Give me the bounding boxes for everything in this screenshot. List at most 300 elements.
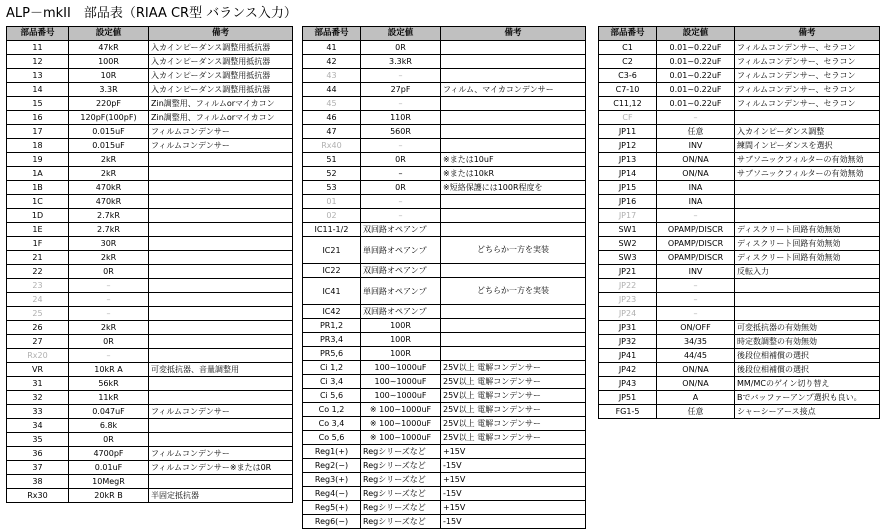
- note-cell: [149, 307, 293, 321]
- table-row: [303, 333, 586, 347]
- part-number-cell: C7-10: [599, 83, 657, 97]
- table-row: [303, 223, 586, 237]
- value-cell: –: [361, 97, 441, 111]
- table-row: [7, 475, 293, 489]
- part-number-cell: 15: [7, 97, 69, 111]
- note-cell: フィルムコンデンサー※または0R: [149, 461, 293, 475]
- note-cell: [735, 209, 880, 223]
- note-cell: ※または10kR: [441, 167, 586, 181]
- value-cell: –: [657, 111, 735, 125]
- value-cell: Regシリーズなど: [361, 473, 441, 487]
- part-number-cell: Reg3(+): [303, 473, 361, 487]
- value-cell: OPAMP/DISCR: [657, 237, 735, 251]
- note-cell: 時定数調整の有効無効: [735, 335, 880, 349]
- table-row: [7, 349, 293, 363]
- value-cell: Regシリーズなど: [361, 445, 441, 459]
- value-cell: ※ 100~1000uF: [361, 417, 441, 431]
- table-row: [7, 489, 293, 503]
- note-cell: 練間インピーダンスを選択: [735, 139, 880, 153]
- value-cell: 0.01~0.22uF: [657, 69, 735, 83]
- table-row: [599, 237, 880, 251]
- part-number-cell: Ci 3,4: [303, 375, 361, 389]
- part-number-cell: PR3,4: [303, 333, 361, 347]
- note-cell: -15V: [441, 515, 586, 529]
- note-cell: 25V以上 電解コンデンサー: [441, 375, 586, 389]
- value-cell: 2kR: [69, 153, 149, 167]
- part-number-cell: Co 5,6: [303, 431, 361, 445]
- header-note: 備考: [149, 27, 293, 41]
- part-number-cell: 42: [303, 55, 361, 69]
- part-number-cell: 27: [7, 335, 69, 349]
- part-number-cell: JP11: [599, 125, 657, 139]
- table-row: [7, 167, 293, 181]
- note-cell: ディスクリート回路有効無効: [735, 237, 880, 251]
- part-number-cell: PR5,6: [303, 347, 361, 361]
- value-cell: INA: [657, 181, 735, 195]
- note-cell: シャーシーアース接点: [735, 405, 880, 419]
- value-cell: 56kR: [69, 377, 149, 391]
- table-row: [7, 209, 293, 223]
- note-cell: [149, 377, 293, 391]
- value-cell: –: [361, 209, 441, 223]
- part-number-cell: JP32: [599, 335, 657, 349]
- note-cell: [735, 279, 880, 293]
- table-row: [599, 111, 880, 125]
- header-value: 設定値: [657, 27, 735, 41]
- table-row: [599, 251, 880, 265]
- value-cell: 470kR: [69, 181, 149, 195]
- part-number-cell: Ci 1,2: [303, 361, 361, 375]
- table-row: [599, 405, 880, 419]
- value-cell: A: [657, 391, 735, 405]
- part-number-cell: 24: [7, 293, 69, 307]
- value-cell: –: [361, 195, 441, 209]
- note-cell: サブソニックフィルターの有効無効: [735, 153, 880, 167]
- value-cell: 0R: [361, 181, 441, 195]
- value-cell: 2kR: [69, 167, 149, 181]
- note-cell: [149, 195, 293, 209]
- table-row: [7, 69, 293, 83]
- table-row: [303, 417, 586, 431]
- value-cell: ON/OFF: [657, 321, 735, 335]
- value-cell: ON/NA: [657, 363, 735, 377]
- table-row: [7, 251, 293, 265]
- part-number-cell: 47: [303, 125, 361, 139]
- part-number-cell: 13: [7, 69, 69, 83]
- note-cell: [441, 69, 586, 83]
- table-row: [303, 195, 586, 209]
- part-number-cell: JP41: [599, 349, 657, 363]
- note-cell: 入カインピーダンス調整用抵抗器: [149, 83, 293, 97]
- part-number-cell: 1E: [7, 223, 69, 237]
- value-cell: 470kR: [69, 195, 149, 209]
- part-number-cell: C1: [599, 41, 657, 55]
- part-number-cell: JP15: [599, 181, 657, 195]
- note-cell: フィルムコンデンサー: [149, 125, 293, 139]
- table-row: [303, 473, 586, 487]
- table-row: [599, 139, 880, 153]
- part-number-cell: 38: [7, 475, 69, 489]
- note-cell: -15V: [441, 459, 586, 473]
- part-number-cell: 02: [303, 209, 361, 223]
- table-row: [599, 41, 880, 55]
- table-row: [303, 167, 586, 181]
- part-number-cell: Ci 5,6: [303, 389, 361, 403]
- value-cell: 任意: [657, 125, 735, 139]
- table-row: [7, 293, 293, 307]
- part-number-cell: JP14: [599, 167, 657, 181]
- table-row: [599, 265, 880, 279]
- part-number-cell: Rx30: [7, 489, 69, 503]
- note-cell: Bでバッファーアンプ選択も良い。: [735, 391, 880, 405]
- table-row: [303, 501, 586, 515]
- note-cell: 後段位相補償の選択: [735, 363, 880, 377]
- table-row: [599, 391, 880, 405]
- note-cell: [149, 335, 293, 349]
- note-cell: [149, 279, 293, 293]
- table-row: [303, 347, 586, 361]
- value-cell: 0R: [69, 335, 149, 349]
- table-row: [7, 335, 293, 349]
- header-row: [599, 27, 880, 41]
- part-number-cell: Rx20: [7, 349, 69, 363]
- part-number-cell: 23: [7, 279, 69, 293]
- value-cell: 単回路オペアンプ: [361, 237, 441, 264]
- part-number-cell: Reg1(+): [303, 445, 361, 459]
- part-number-cell: IC42: [303, 305, 361, 319]
- note-cell: [441, 97, 586, 111]
- value-cell: 47kR: [69, 41, 149, 55]
- part-number-cell: 12: [7, 55, 69, 69]
- note-cell: [735, 293, 880, 307]
- value-cell: –: [657, 279, 735, 293]
- value-cell: –: [361, 167, 441, 181]
- table-row: [303, 55, 586, 69]
- note-cell: ディスクリート回路有効無効: [735, 251, 880, 265]
- header-note: 備考: [441, 27, 586, 41]
- note-cell: どちらか一方を実装: [441, 237, 586, 264]
- note-cell: 入カインピーダンス調整用抵抗器: [149, 55, 293, 69]
- value-cell: 0R: [69, 433, 149, 447]
- part-number-cell: Reg4(−): [303, 487, 361, 501]
- part-number-cell: 46: [303, 111, 361, 125]
- page-title: ALP－mkII 部品表（RIAA CR型 バランス入力）: [6, 6, 297, 21]
- table-row: [599, 55, 880, 69]
- value-cell: 双回路オペアンプ: [361, 305, 441, 319]
- value-cell: INV: [657, 139, 735, 153]
- part-number-cell: SW2: [599, 237, 657, 251]
- table-row: [303, 459, 586, 473]
- table-row: [599, 181, 880, 195]
- value-cell: 20kR B: [69, 489, 149, 503]
- value-cell: 100~1000uF: [361, 361, 441, 375]
- table-row: [7, 265, 293, 279]
- table-row: [303, 209, 586, 223]
- note-cell: [149, 321, 293, 335]
- value-cell: 220pF: [69, 97, 149, 111]
- note-cell: [149, 223, 293, 237]
- part-number-cell: IC21: [303, 237, 361, 264]
- table-row: [599, 321, 880, 335]
- note-cell: [149, 391, 293, 405]
- value-cell: INA: [657, 195, 735, 209]
- note-cell: [441, 41, 586, 55]
- value-cell: 100R: [361, 319, 441, 333]
- part-number-cell: Rx40: [303, 139, 361, 153]
- header-part-number: 部品番号: [303, 27, 361, 41]
- note-cell: [441, 333, 586, 347]
- table-row: [7, 111, 293, 125]
- value-cell: 2.7kR: [69, 209, 149, 223]
- part-number-cell: 01: [303, 195, 361, 209]
- value-cell: –: [657, 307, 735, 321]
- value-cell: 0.01~0.22uF: [657, 83, 735, 97]
- note-cell: MM/MCのゲイン切り替え: [735, 377, 880, 391]
- table-row: [7, 405, 293, 419]
- note-cell: フィルムコンデンサー: [149, 139, 293, 153]
- table-row: [7, 41, 293, 55]
- note-cell: フィルムコンデンサー: [149, 405, 293, 419]
- note-cell: [149, 181, 293, 195]
- part-number-cell: 1C: [7, 195, 69, 209]
- value-cell: 0.01~0.22uF: [657, 55, 735, 69]
- table-row: [7, 55, 293, 69]
- value-cell: Regシリーズなど: [361, 501, 441, 515]
- value-cell: –: [69, 307, 149, 321]
- part-number-cell: 16: [7, 111, 69, 125]
- part-number-cell: 26: [7, 321, 69, 335]
- value-cell: 2.7kR: [69, 223, 149, 237]
- note-cell: フィルムコンデンサー、セラコン: [735, 97, 880, 111]
- note-cell: [441, 223, 586, 237]
- note-cell: ディスクリート回路有効無効: [735, 223, 880, 237]
- table-row: [303, 181, 586, 195]
- value-cell: –: [69, 349, 149, 363]
- part-number-cell: C11,12: [599, 97, 657, 111]
- part-number-cell: 11: [7, 41, 69, 55]
- note-cell: [735, 195, 880, 209]
- part-number-cell: 44: [303, 83, 361, 97]
- note-cell: [735, 111, 880, 125]
- value-cell: ※ 100~1000uF: [361, 403, 441, 417]
- note-cell: -15V: [441, 487, 586, 501]
- table-row: [303, 487, 586, 501]
- part-number-cell: 1F: [7, 237, 69, 251]
- part-number-cell: 43: [303, 69, 361, 83]
- table-row: [7, 139, 293, 153]
- note-cell: サブソニックフィルターの有効無効: [735, 167, 880, 181]
- note-cell: 入カインピーダンス調整用抵抗器: [149, 41, 293, 55]
- value-cell: 10kR A: [69, 363, 149, 377]
- table-row: [599, 209, 880, 223]
- value-cell: 27pF: [361, 83, 441, 97]
- table-row: [7, 195, 293, 209]
- part-number-cell: Co 1,2: [303, 403, 361, 417]
- header-part-number: 部品番号: [7, 27, 69, 41]
- table-row: [7, 447, 293, 461]
- table-row: [7, 461, 293, 475]
- part-number-cell: 19: [7, 153, 69, 167]
- table-row: [599, 377, 880, 391]
- table-row: [7, 181, 293, 195]
- table-row: [303, 237, 586, 264]
- note-cell: 反転入力: [735, 265, 880, 279]
- table-row: [7, 419, 293, 433]
- part-number-cell: FG1-5: [599, 405, 657, 419]
- value-cell: –: [361, 139, 441, 153]
- note-cell: [149, 293, 293, 307]
- part-number-cell: C3-6: [599, 69, 657, 83]
- value-cell: 6.8k: [69, 419, 149, 433]
- note-cell: [735, 307, 880, 321]
- part-number-cell: 35: [7, 433, 69, 447]
- table-row: [303, 389, 586, 403]
- note-cell: 可変抵抗器の有効無効: [735, 321, 880, 335]
- note-cell: [735, 181, 880, 195]
- value-cell: 100R: [361, 347, 441, 361]
- part-number-cell: 18: [7, 139, 69, 153]
- note-cell: Zin調整用、フィルムorマイカコン: [149, 97, 293, 111]
- value-cell: ON/NA: [657, 377, 735, 391]
- table-row: [7, 83, 293, 97]
- table-row: [599, 223, 880, 237]
- part-number-cell: Reg5(+): [303, 501, 361, 515]
- table-row: [303, 319, 586, 333]
- value-cell: 0.015uF: [69, 139, 149, 153]
- part-number-cell: JP43: [599, 377, 657, 391]
- table-row: [599, 167, 880, 181]
- header-row: [7, 27, 293, 41]
- header-value: 設定値: [361, 27, 441, 41]
- value-cell: 0R: [361, 153, 441, 167]
- note-cell: 25V以上 電解コンデンサー: [441, 361, 586, 375]
- value-cell: 0R: [69, 265, 149, 279]
- value-cell: 4700pF: [69, 447, 149, 461]
- note-cell: [149, 349, 293, 363]
- table-row: [7, 125, 293, 139]
- part-number-cell: JP22: [599, 279, 657, 293]
- part-number-cell: 1A: [7, 167, 69, 181]
- value-cell: 2kR: [69, 321, 149, 335]
- note-cell: [441, 305, 586, 319]
- note-cell: +15V: [441, 445, 586, 459]
- part-number-cell: 1D: [7, 209, 69, 223]
- value-cell: 0.047uF: [69, 405, 149, 419]
- table-row: [599, 195, 880, 209]
- part-number-cell: 1B: [7, 181, 69, 195]
- table-row: [599, 69, 880, 83]
- part-number-cell: JP31: [599, 321, 657, 335]
- note-cell: フィルムコンデンサー、セラコン: [735, 83, 880, 97]
- table-row: [599, 335, 880, 349]
- table-row: [7, 363, 293, 377]
- value-cell: 110R: [361, 111, 441, 125]
- part-number-cell: JP17: [599, 209, 657, 223]
- value-cell: 100~1000uF: [361, 389, 441, 403]
- part-number-cell: JP12: [599, 139, 657, 153]
- part-number-cell: 21: [7, 251, 69, 265]
- value-cell: 100~1000uF: [361, 375, 441, 389]
- value-cell: 10R: [69, 69, 149, 83]
- part-number-cell: JP23: [599, 293, 657, 307]
- table-row: [599, 279, 880, 293]
- parts-table-2: [302, 26, 586, 529]
- table-row: [303, 375, 586, 389]
- part-number-cell: 37: [7, 461, 69, 475]
- parts-table-1: [6, 26, 293, 503]
- table-row: [599, 293, 880, 307]
- table-row: [599, 307, 880, 321]
- part-number-cell: 25: [7, 307, 69, 321]
- note-cell: [149, 251, 293, 265]
- value-cell: 任意: [657, 405, 735, 419]
- note-cell: [441, 264, 586, 278]
- value-cell: 34/35: [657, 335, 735, 349]
- value-cell: 560R: [361, 125, 441, 139]
- part-number-cell: 33: [7, 405, 69, 419]
- part-number-cell: 14: [7, 83, 69, 97]
- table-row: [7, 279, 293, 293]
- value-cell: 0.01uF: [69, 461, 149, 475]
- note-cell: [149, 237, 293, 251]
- note-cell: ※短絡保護には100R程度を: [441, 181, 586, 195]
- value-cell: 10MegR: [69, 475, 149, 489]
- note-cell: 25V以上 電解コンデンサー: [441, 431, 586, 445]
- table-row: [599, 363, 880, 377]
- part-number-cell: 17: [7, 125, 69, 139]
- note-cell: [441, 209, 586, 223]
- value-cell: ON/NA: [657, 153, 735, 167]
- part-number-cell: Co 3,4: [303, 417, 361, 431]
- part-number-cell: IC22: [303, 264, 361, 278]
- note-cell: 25V以上 電解コンデンサー: [441, 417, 586, 431]
- table-row: [7, 223, 293, 237]
- value-cell: OPAMP/DISCR: [657, 223, 735, 237]
- table-row: [599, 349, 880, 363]
- part-number-cell: CF: [599, 111, 657, 125]
- note-cell: [441, 125, 586, 139]
- note-cell: 25V以上 電解コンデンサー: [441, 403, 586, 417]
- part-number-cell: JP24: [599, 307, 657, 321]
- table-row: [303, 111, 586, 125]
- note-cell: [149, 153, 293, 167]
- table-row: [303, 445, 586, 459]
- table-row: [599, 83, 880, 97]
- value-cell: 双回路オペアンプ: [361, 223, 441, 237]
- note-cell: フィルムコンデンサー: [149, 447, 293, 461]
- part-number-cell: 31: [7, 377, 69, 391]
- header-value: 設定値: [69, 27, 149, 41]
- table-row: [303, 69, 586, 83]
- part-number-cell: PR1,2: [303, 319, 361, 333]
- value-cell: 100R: [69, 55, 149, 69]
- parts-table-3: [598, 26, 880, 419]
- table-row: [303, 431, 586, 445]
- part-number-cell: C2: [599, 55, 657, 69]
- part-number-cell: SW3: [599, 251, 657, 265]
- part-number-cell: IC41: [303, 278, 361, 305]
- table-row: [303, 403, 586, 417]
- part-number-cell: 53: [303, 181, 361, 195]
- part-number-cell: 36: [7, 447, 69, 461]
- value-cell: OPAMP/DISCR: [657, 251, 735, 265]
- part-number-cell: JP21: [599, 265, 657, 279]
- table-row: [303, 278, 586, 305]
- table-row: [303, 125, 586, 139]
- part-number-cell: 45: [303, 97, 361, 111]
- value-cell: 11kR: [69, 391, 149, 405]
- note-cell: [441, 139, 586, 153]
